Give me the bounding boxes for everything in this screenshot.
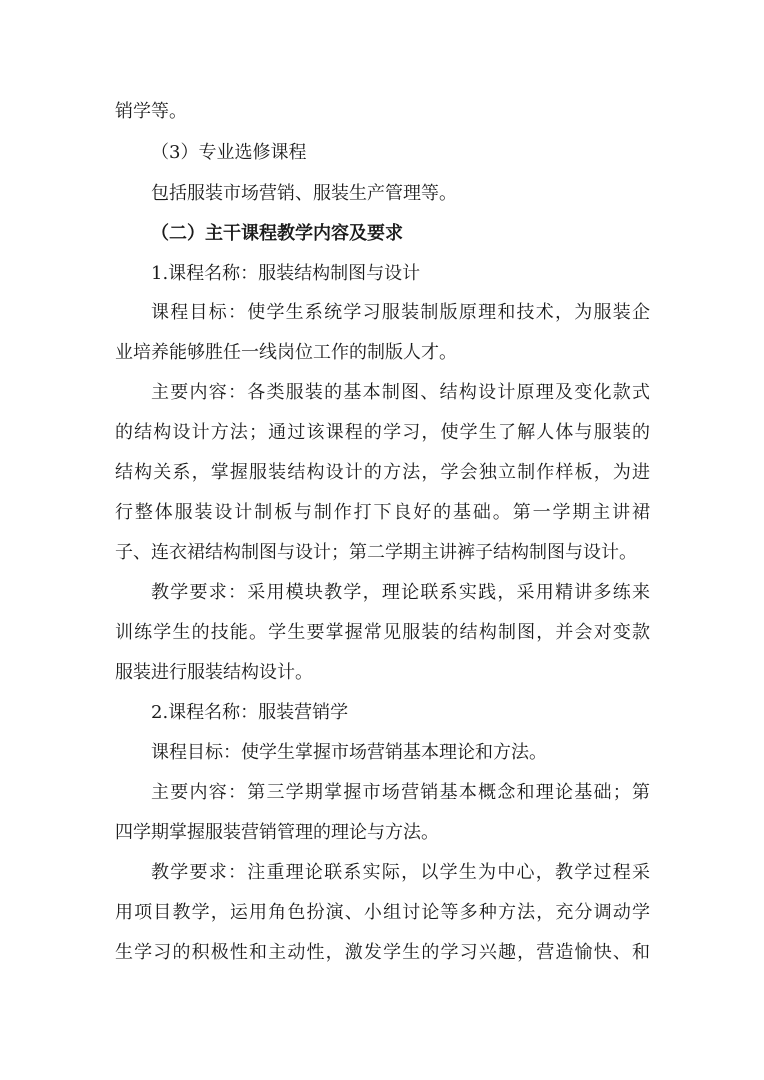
text-line: 教学要求：采用模块教学，理论联系实践，采用精讲多练来 <box>151 582 650 603</box>
course-title: 2.课程名称：服装营销学 <box>151 702 349 723</box>
text-line: 四学期掌握服装营销管理的理论与方法。 <box>115 822 439 843</box>
text-line: 服装进行服装结构设计。 <box>115 662 313 683</box>
text-line: 课程目标：使学生掌握市场营销基本理论和方法。 <box>151 742 547 763</box>
text-line: 结构关系，掌握服装结构设计的方法，学会独立制作样板，为进 <box>115 462 650 483</box>
text-line: 生学习的积极性和主动性，激发学生的学习兴趣，营造愉快、和 <box>115 942 650 963</box>
text-line: （3）专业选修课程 <box>151 142 307 163</box>
section-heading: （二）主干课程教学内容及要求 <box>151 223 403 244</box>
text-line: 主要内容：各类服装的基本制图、结构设计原理及变化款式 <box>151 382 650 403</box>
text-line: 销学等。 <box>115 101 187 122</box>
text-line: 课程目标：使学生系统学习服装制版原理和技术，为服装企 <box>151 302 650 323</box>
text-line: 行整体服装设计制板与制作打下良好的基础。第一学期主讲裙 <box>115 502 650 523</box>
text-line: 子、连衣裙结构制图与设计；第二学期主讲裤子结构制图与设计。 <box>115 542 637 563</box>
course-title: 1.课程名称：服装结构制图与设计 <box>151 263 421 284</box>
text-line: 主要内容：第三学期掌握市场营销基本概念和理论基础；第 <box>151 782 650 803</box>
text-line: 教学要求：注重理论联系实际，以学生为中心，教学过程采 <box>151 862 650 883</box>
text-line: 包括服装市场营销、服装生产管理等。 <box>151 183 457 204</box>
text-line: 用项目教学，运用角色扮演、小组讨论等多种方法，充分调动学 <box>115 902 650 923</box>
text-line: 训练学生的技能。学生要掌握常见服装的结构制图，并会对变款 <box>115 622 650 643</box>
text-line: 业培养能够胜任一线岗位工作的制版人才。 <box>115 342 457 363</box>
text-line: 的结构设计方法；通过该课程的学习，使学生了解人体与服装的 <box>115 422 650 443</box>
